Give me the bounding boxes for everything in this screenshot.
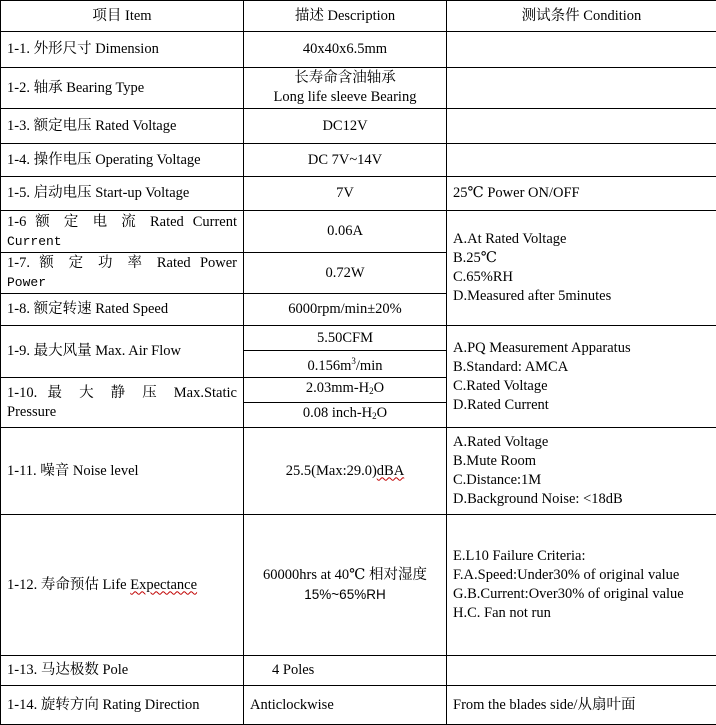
poles-label: 1-13. 马达极数 Pole [1, 656, 244, 686]
noise-value-num: 25.5(Max:29.0) [286, 463, 377, 479]
noise-cond-d: D.Background Noise: <18dB [453, 490, 710, 509]
group1-cond-c: C.65%RH [453, 268, 710, 287]
direction-label: 1-14. 旋转方向 Rating Direction [1, 686, 244, 725]
group2-condition [447, 326, 716, 428]
rated-voltage-label: 1-3. 额定电压 Rated Voltage [1, 109, 244, 144]
noise-label: 1-11. 噪音 Noise level [1, 428, 244, 515]
startup-voltage-value: 7V [244, 177, 447, 211]
header-condition: 测试条件 Condition [447, 1, 716, 32]
rated-current-value: 0.06A [244, 211, 447, 253]
group2-cond-a: A.PQ Measurement Apparatus [453, 339, 710, 358]
life-value-line2: 15%~65%RH [250, 585, 440, 604]
static-pressure-mm-num: 2.03mm-H [306, 380, 369, 396]
static-pressure-label-line2: Pressure [7, 403, 237, 422]
static-pressure-mm-o: O [374, 380, 384, 396]
row-air-flow-a [1, 326, 716, 351]
bearing-value-cn: 长寿命含油轴承 [250, 69, 440, 88]
row-poles [1, 656, 716, 686]
static-pressure-mm [244, 378, 447, 403]
life-cond-h: H.C. Fan not run [453, 604, 710, 623]
life-label-text: 1-12. 寿命预估 Life [7, 577, 130, 593]
noise-cond-c: C.Distance:1M [453, 471, 710, 490]
bearing-label: 1-2. 轴承 Bearing Type [1, 68, 244, 109]
group1-condition [447, 211, 716, 326]
rated-current-label [1, 211, 244, 253]
bearing-condition [447, 68, 716, 109]
header-description: 描述 Description [244, 1, 447, 32]
noise-cond-b: B.Mute Room [453, 452, 710, 471]
row-startup-voltage [1, 177, 716, 211]
group2-cond-b: B.Standard: AMCA [453, 358, 710, 377]
row-life [1, 515, 716, 656]
row-noise [1, 428, 716, 515]
rated-power-label-line1: 1-7. 额 定 功 率 Rated Power [7, 254, 237, 273]
static-pressure-inch-num: 0.08 inch-H [303, 405, 372, 421]
air-flow-cfm: 5.50CFM [244, 326, 447, 351]
rated-speed-label: 1-8. 额定转速 Rated Speed [1, 294, 244, 326]
rated-current-label-line1: 1-6 额 定 电 流 Rated Current [7, 213, 237, 232]
noise-value-unit: dBA [377, 463, 404, 479]
operating-voltage-value: DC 7V~14V [244, 144, 447, 177]
static-pressure-label-line1: 1-10. 最 大 静 压 Max.Static [7, 384, 237, 403]
group1-cond-d: D.Measured after 5minutes [453, 287, 710, 306]
startup-voltage-condition: 25℃ Power ON/OFF [447, 177, 716, 211]
static-pressure-inch [244, 403, 447, 428]
rated-speed-value: 6000rpm/min±20% [244, 294, 447, 326]
noise-condition [447, 428, 716, 515]
poles-value: 4 Poles [244, 656, 447, 686]
static-pressure-mm-sub: 2 [369, 386, 374, 396]
dimension-condition [447, 32, 716, 68]
air-flow-metric [244, 351, 447, 378]
header-item: 项目 Item [1, 1, 244, 32]
life-cond-f: F.A.Speed:Under30% of original value [453, 566, 710, 585]
rated-voltage-condition [447, 109, 716, 144]
group1-cond-a: A.At Rated Voltage [453, 230, 710, 249]
rated-voltage-value: DC12V [244, 109, 447, 144]
dimension-label: 1-1. 外形尺寸 Dimension [1, 32, 244, 68]
direction-condition: From the blades side/从扇叶面 [447, 686, 716, 725]
life-value-line1: 60000hrs at 40℃ 相对湿度 [250, 566, 440, 585]
noise-value [244, 428, 447, 515]
life-cond-g: G.B.Current:Over30% of original value [453, 585, 710, 604]
rated-power-label-line2: Power [7, 273, 237, 292]
direction-value: Anticlockwise [244, 686, 447, 725]
life-cond-e: E.L10 Failure Criteria: [453, 547, 710, 566]
life-condition [447, 515, 716, 656]
group1-cond-b: B.25℃ [453, 249, 710, 268]
row-rated-voltage [1, 109, 716, 144]
noise-cond-a: A.Rated Voltage [453, 433, 710, 452]
group2-cond-d: D.Rated Current [453, 396, 710, 415]
air-flow-label: 1-9. 最大风量 Max. Air Flow [1, 326, 244, 378]
bearing-value-en: Long life sleeve Bearing [250, 88, 440, 107]
poles-condition [447, 656, 716, 686]
life-label-wavy: Expectance [130, 577, 197, 593]
group2-cond-c: C.Rated Voltage [453, 377, 710, 396]
static-pressure-inch-o: O [377, 405, 387, 421]
startup-voltage-label: 1-5. 启动电压 Start-up Voltage [1, 177, 244, 211]
header-row [1, 1, 716, 32]
rated-power-value: 0.72W [244, 253, 447, 294]
rated-power-label [1, 253, 244, 294]
row-rated-current [1, 211, 716, 253]
row-operating-voltage [1, 144, 716, 177]
rated-current-label-line2: Current [7, 232, 237, 251]
air-flow-metric-sup: 3 [351, 356, 356, 366]
operating-voltage-label: 1-4. 操作电压 Operating Voltage [1, 144, 244, 177]
life-label [1, 515, 244, 656]
row-bearing [1, 68, 716, 109]
dimension-value: 40x40x6.5mm [244, 32, 447, 68]
operating-voltage-condition [447, 144, 716, 177]
bearing-value [244, 68, 447, 109]
air-flow-metric-num: 0.156m [308, 358, 352, 374]
row-direction [1, 686, 716, 725]
static-pressure-inch-sub: 2 [372, 411, 377, 421]
life-value [244, 515, 447, 656]
static-pressure-label [1, 378, 244, 428]
air-flow-metric-unit: /min [356, 358, 383, 374]
row-dimension [1, 32, 716, 68]
